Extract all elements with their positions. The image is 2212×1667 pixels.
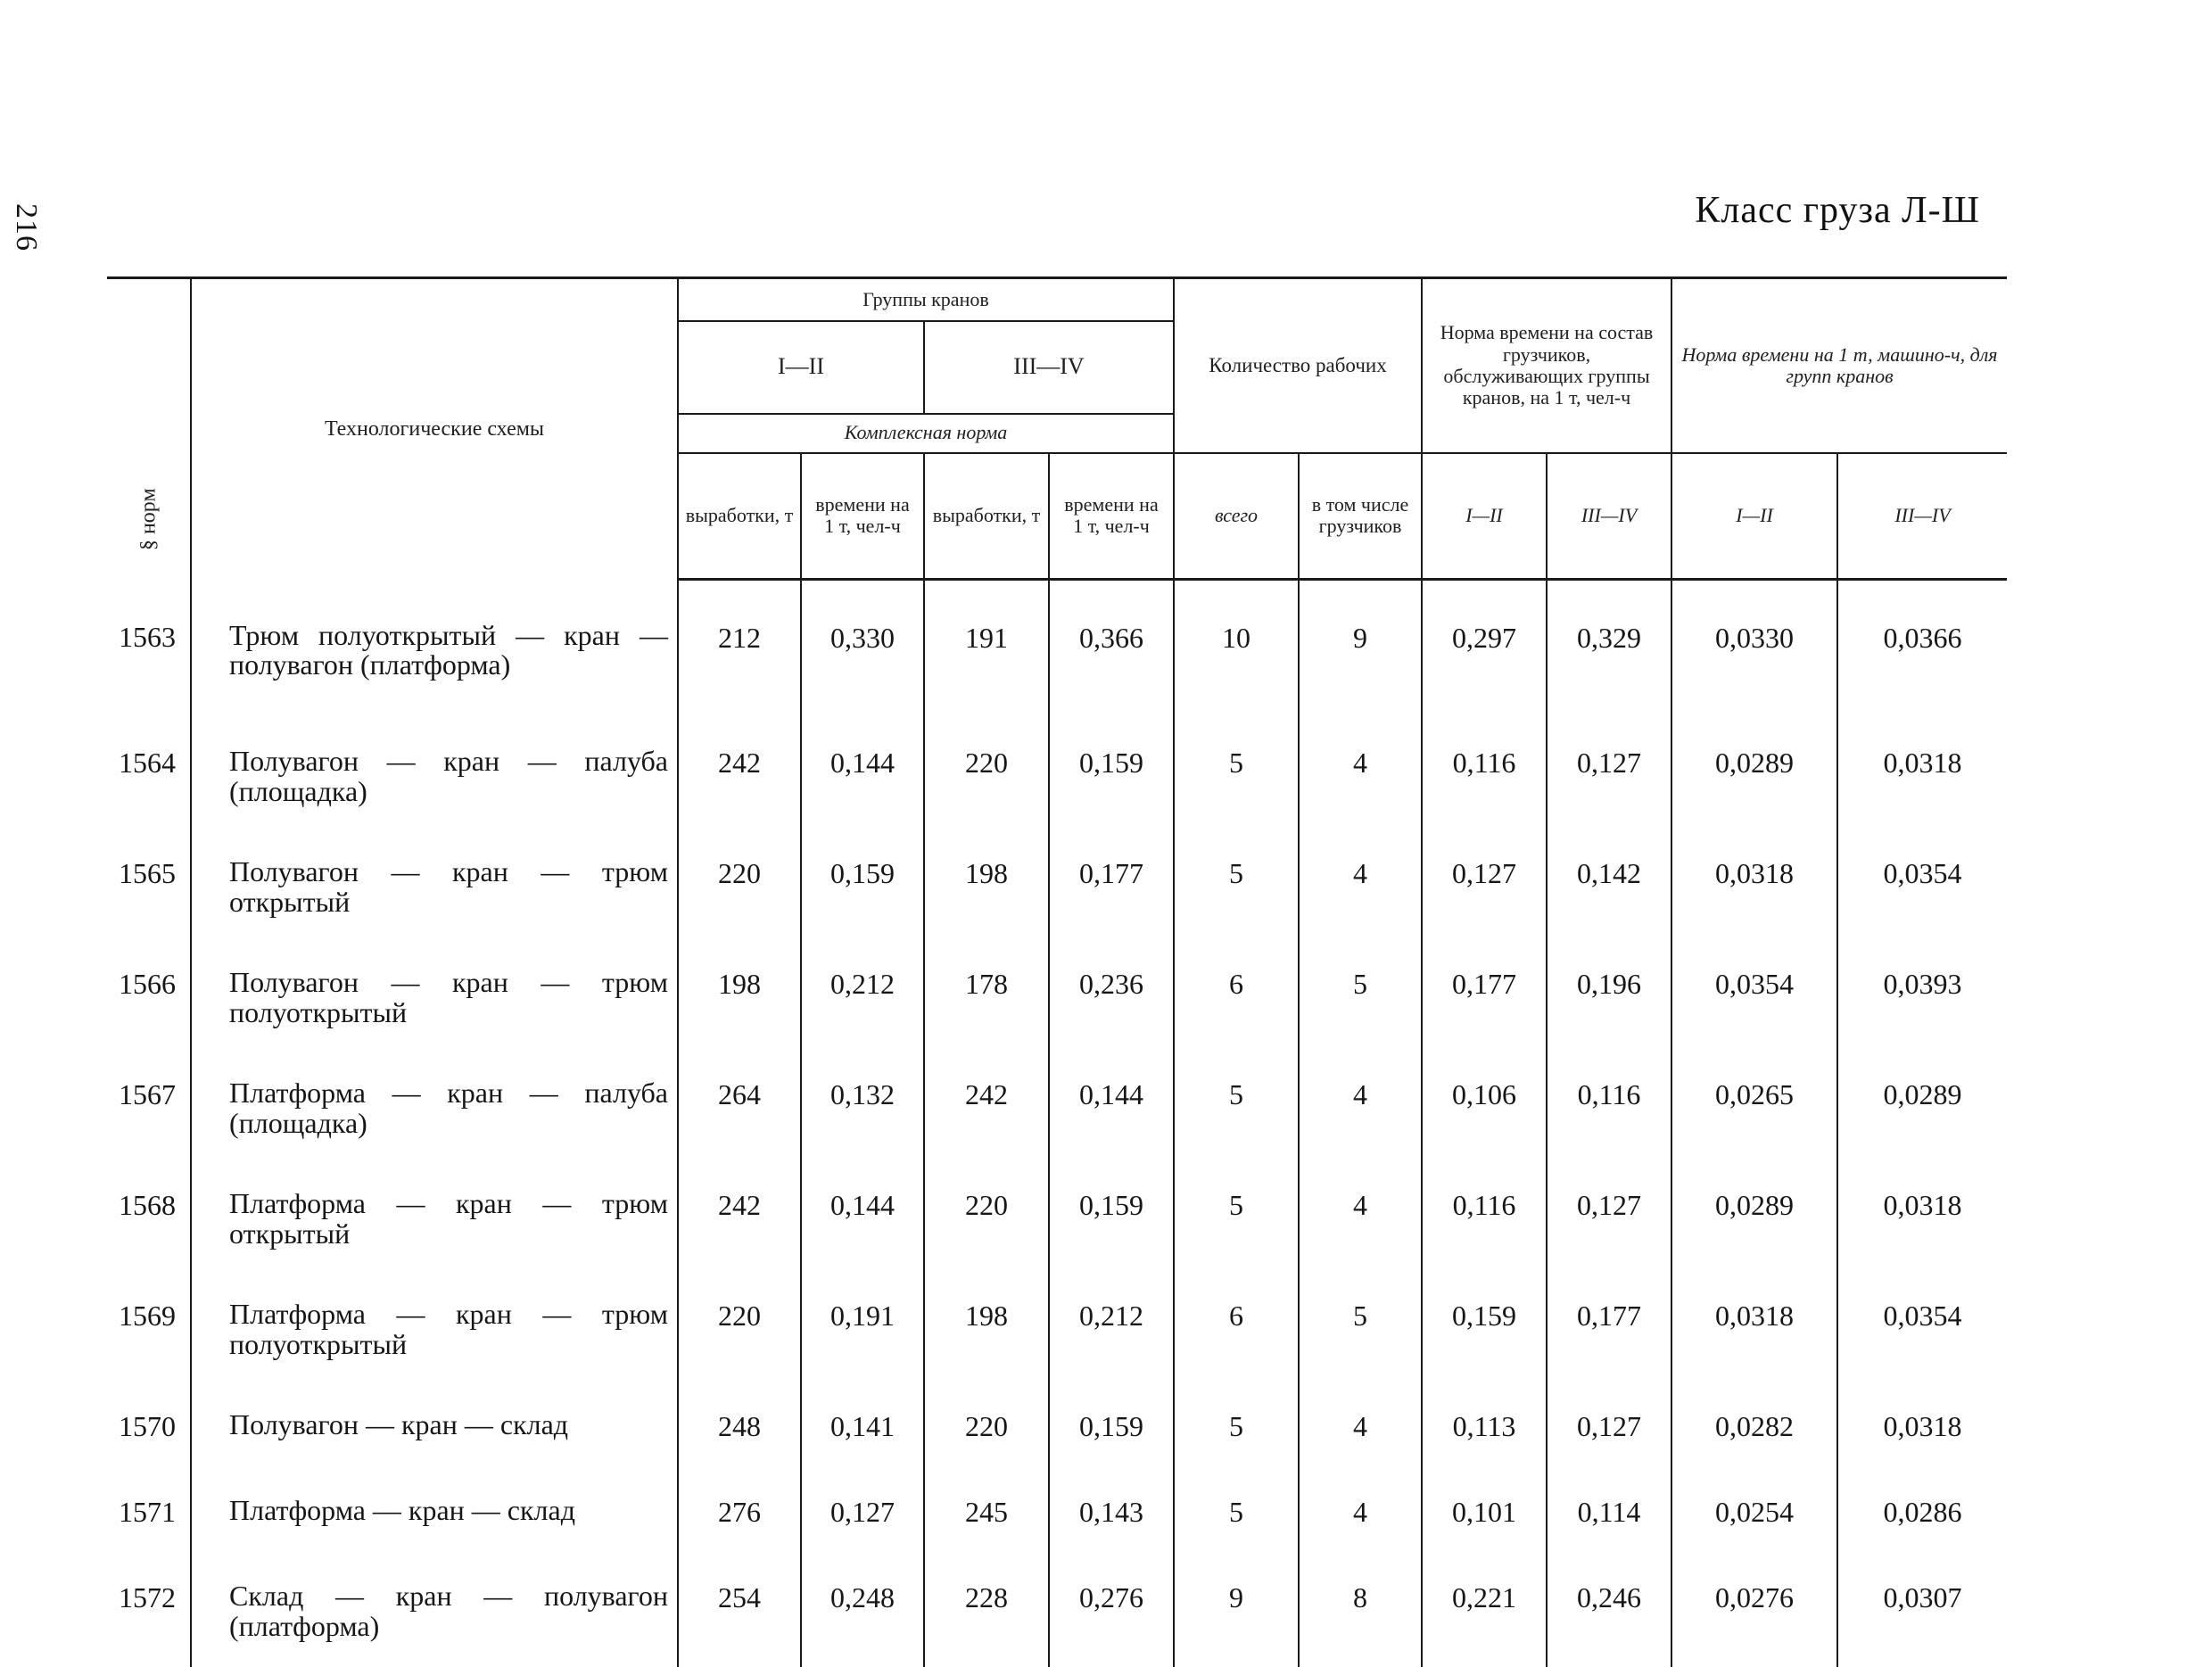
norm-number: 1568 xyxy=(107,1164,191,1275)
time-group-1: 0,132 xyxy=(801,1053,924,1164)
output-group-1: 254 xyxy=(678,1556,801,1667)
crew-norm-group-2: 0,127 xyxy=(1547,722,1671,832)
norm-number: 1571 xyxy=(107,1471,191,1556)
crew-norm-group-2: 0,177 xyxy=(1547,1275,1671,1385)
machine-norm-group-2: 0,0393 xyxy=(1837,943,2007,1053)
norm-number: 1566 xyxy=(107,943,191,1053)
output-group-2: 220 xyxy=(924,1164,1049,1275)
workers-total: 5 xyxy=(1174,1385,1299,1471)
machine-norm-group-1: 0,0318 xyxy=(1671,1275,1837,1385)
output-group-2: 178 xyxy=(924,943,1049,1053)
norm-number: 1564 xyxy=(107,722,191,832)
header-time-norm-crew: Норма времени на состав грузчиков, обслуживающих группы кранов, на 1 т, чел-ч xyxy=(1422,278,1671,453)
crew-norm-group-1: 0,159 xyxy=(1422,1275,1547,1385)
time-group-2: 0,159 xyxy=(1049,1385,1174,1471)
machine-norm-group-2: 0,0366 xyxy=(1837,580,2007,722)
time-group-1: 0,330 xyxy=(801,580,924,722)
scheme-cell: Полувагон — кран — палуба (площадка) xyxy=(191,722,678,832)
workers-loaders: 4 xyxy=(1299,1053,1422,1164)
output-group-2: 198 xyxy=(924,1275,1049,1385)
header-time-1: времени на 1 т, чел-ч xyxy=(801,453,924,580)
table-row xyxy=(107,1556,2007,1667)
scheme-cell: Платформа — кран — трюм полуоткрытый xyxy=(191,1275,678,1385)
machine-norm-group-2: 0,0354 xyxy=(1837,832,2007,943)
output-group-1: 276 xyxy=(678,1471,801,1556)
scheme-cell: Полувагон — кран — склад xyxy=(191,1385,678,1471)
header-workers: Количество рабочих xyxy=(1174,278,1422,453)
table-row xyxy=(107,722,2007,832)
header-norm-no-label: § норм xyxy=(136,488,161,551)
header-schemes: Технологические схемы xyxy=(191,278,678,580)
scheme-cell: Полувагон — кран — трюм полуоткрытый xyxy=(191,943,678,1053)
scheme-cell: Склад — кран — полувагон (платформа) xyxy=(191,1556,678,1667)
time-group-1: 0,159 xyxy=(801,832,924,943)
header-machine-group-1: I—II xyxy=(1671,453,1837,580)
norm-number: 1565 xyxy=(107,832,191,943)
header-time-2: времени на 1 т, чел-ч xyxy=(1049,453,1174,580)
table-row xyxy=(107,1275,2007,1385)
output-group-1: 220 xyxy=(678,832,801,943)
machine-norm-group-1: 0,0265 xyxy=(1671,1053,1837,1164)
time-group-1: 0,141 xyxy=(801,1385,924,1471)
time-group-2: 0,177 xyxy=(1049,832,1174,943)
time-group-2: 0,159 xyxy=(1049,722,1174,832)
crew-norm-group-1: 0,106 xyxy=(1422,1053,1547,1164)
machine-norm-group-2: 0,0318 xyxy=(1837,1164,2007,1275)
time-group-1: 0,191 xyxy=(801,1275,924,1385)
crew-norm-group-1: 0,221 xyxy=(1422,1556,1547,1667)
header-crane-groups: Группы кранов xyxy=(678,278,1174,321)
crew-norm-group-2: 0,116 xyxy=(1547,1053,1671,1164)
crew-norm-group-1: 0,116 xyxy=(1422,722,1547,832)
header-group-2: III—IV xyxy=(924,321,1174,414)
machine-norm-group-1: 0,0254 xyxy=(1671,1471,1837,1556)
header-complex-norm: Комплексная норма xyxy=(678,414,1174,453)
workers-total: 9 xyxy=(1174,1556,1299,1667)
norm-number: 1567 xyxy=(107,1053,191,1164)
output-group-2: 198 xyxy=(924,832,1049,943)
crew-norm-group-1: 0,127 xyxy=(1422,832,1547,943)
machine-norm-group-2: 0,0307 xyxy=(1837,1556,2007,1667)
crew-norm-group-2: 0,142 xyxy=(1547,832,1671,943)
table-row xyxy=(107,943,2007,1053)
machine-norm-group-1: 0,0282 xyxy=(1671,1385,1837,1471)
machine-norm-group-1: 0,0318 xyxy=(1671,832,1837,943)
crew-norm-group-2: 0,114 xyxy=(1547,1471,1671,1556)
output-group-1: 242 xyxy=(678,722,801,832)
output-group-1: 220 xyxy=(678,1275,801,1385)
workers-total: 5 xyxy=(1174,832,1299,943)
norms-table-wrapper xyxy=(107,276,2007,1667)
table-row xyxy=(107,1164,2007,1275)
machine-norm-group-1: 0,0289 xyxy=(1671,1164,1837,1275)
workers-loaders: 4 xyxy=(1299,1164,1422,1275)
crew-norm-group-1: 0,113 xyxy=(1422,1385,1547,1471)
crew-norm-group-1: 0,297 xyxy=(1422,580,1547,722)
header-time-norm-machine: Норма времени на 1 т, машино-ч, для групп кранов xyxy=(1671,278,2007,453)
output-group-1: 198 xyxy=(678,943,801,1053)
crew-norm-group-2: 0,127 xyxy=(1547,1385,1671,1471)
crew-norm-group-2: 0,196 xyxy=(1547,943,1671,1053)
time-group-1: 0,248 xyxy=(801,1556,924,1667)
workers-total: 5 xyxy=(1174,1471,1299,1556)
crew-norm-group-2: 0,246 xyxy=(1547,1556,1671,1667)
machine-norm-group-2: 0,0318 xyxy=(1837,722,2007,832)
workers-loaders: 5 xyxy=(1299,943,1422,1053)
header-norm-no xyxy=(107,278,191,580)
table-row xyxy=(107,1053,2007,1164)
time-group-1: 0,127 xyxy=(801,1471,924,1556)
norms-table xyxy=(107,276,2007,1667)
workers-loaders: 5 xyxy=(1299,1275,1422,1385)
output-group-1: 248 xyxy=(678,1385,801,1471)
time-group-2: 0,144 xyxy=(1049,1053,1174,1164)
time-group-2: 0,143 xyxy=(1049,1471,1174,1556)
workers-total: 5 xyxy=(1174,722,1299,832)
output-group-1: 212 xyxy=(678,580,801,722)
output-group-1: 264 xyxy=(678,1053,801,1164)
workers-total: 5 xyxy=(1174,1053,1299,1164)
crew-norm-group-1: 0,101 xyxy=(1422,1471,1547,1556)
crew-norm-group-1: 0,116 xyxy=(1422,1164,1547,1275)
machine-norm-group-2: 0,0318 xyxy=(1837,1385,2007,1471)
time-group-2: 0,366 xyxy=(1049,580,1174,722)
table-row xyxy=(107,1471,2007,1556)
output-group-2: 245 xyxy=(924,1471,1049,1556)
machine-norm-group-1: 0,0354 xyxy=(1671,943,1837,1053)
norm-number: 1570 xyxy=(107,1385,191,1471)
output-group-2: 191 xyxy=(924,580,1049,722)
norm-number: 1563 xyxy=(107,580,191,722)
workers-loaders: 8 xyxy=(1299,1556,1422,1667)
machine-norm-group-2: 0,0354 xyxy=(1837,1275,2007,1385)
crew-norm-group-1: 0,177 xyxy=(1422,943,1547,1053)
header-output-1: выработки, т xyxy=(678,453,801,580)
time-group-2: 0,236 xyxy=(1049,943,1174,1053)
scheme-cell: Трюм полуоткрытый — кран — полувагон (платформа) xyxy=(191,580,678,722)
page-title: Класс груза Л-Ш xyxy=(1695,190,1980,231)
page-number: 216 xyxy=(10,203,43,252)
output-group-2: 242 xyxy=(924,1053,1049,1164)
machine-norm-group-2: 0,0289 xyxy=(1837,1053,2007,1164)
workers-loaders: 4 xyxy=(1299,1471,1422,1556)
table-row xyxy=(107,580,2007,722)
workers-total: 10 xyxy=(1174,580,1299,722)
time-group-2: 0,159 xyxy=(1049,1164,1174,1275)
header-machine-group-2: III—IV xyxy=(1837,453,2007,580)
machine-norm-group-1: 0,0330 xyxy=(1671,580,1837,722)
scheme-cell: Полувагон — кран — трюм открытый xyxy=(191,832,678,943)
time-group-1: 0,212 xyxy=(801,943,924,1053)
scheme-cell: Платформа — кран — склад xyxy=(191,1471,678,1556)
machine-norm-group-1: 0,0289 xyxy=(1671,722,1837,832)
workers-loaders: 4 xyxy=(1299,722,1422,832)
crew-norm-group-2: 0,329 xyxy=(1547,580,1671,722)
machine-norm-group-1: 0,0276 xyxy=(1671,1556,1837,1667)
scheme-cell: Платформа — кран — трюм открытый xyxy=(191,1164,678,1275)
workers-total: 6 xyxy=(1174,943,1299,1053)
workers-loaders: 4 xyxy=(1299,1385,1422,1471)
crew-norm-group-2: 0,127 xyxy=(1547,1164,1671,1275)
time-group-2: 0,212 xyxy=(1049,1275,1174,1385)
table-row xyxy=(107,832,2007,943)
output-group-1: 242 xyxy=(678,1164,801,1275)
scheme-cell: Платформа — кран — палуба (площадка) xyxy=(191,1053,678,1164)
output-group-2: 228 xyxy=(924,1556,1049,1667)
norm-number: 1572 xyxy=(107,1556,191,1667)
workers-loaders: 9 xyxy=(1299,580,1422,722)
header-group-1: I—II xyxy=(678,321,924,414)
header-workers-total: всего xyxy=(1174,453,1299,580)
output-group-2: 220 xyxy=(924,1385,1049,1471)
header-crew-group-2: III—IV xyxy=(1547,453,1671,580)
header-crew-group-1: I—II xyxy=(1422,453,1547,580)
workers-loaders: 4 xyxy=(1299,832,1422,943)
time-group-1: 0,144 xyxy=(801,1164,924,1275)
workers-total: 5 xyxy=(1174,1164,1299,1275)
table-row xyxy=(107,1385,2007,1471)
time-group-1: 0,144 xyxy=(801,722,924,832)
header-output-2: выработки, т xyxy=(924,453,1049,580)
workers-total: 6 xyxy=(1174,1275,1299,1385)
norm-number: 1569 xyxy=(107,1275,191,1385)
output-group-2: 220 xyxy=(924,722,1049,832)
time-group-2: 0,276 xyxy=(1049,1556,1174,1667)
header-workers-loaders: в том числе грузчиков xyxy=(1299,453,1422,580)
machine-norm-group-2: 0,0286 xyxy=(1837,1471,2007,1556)
